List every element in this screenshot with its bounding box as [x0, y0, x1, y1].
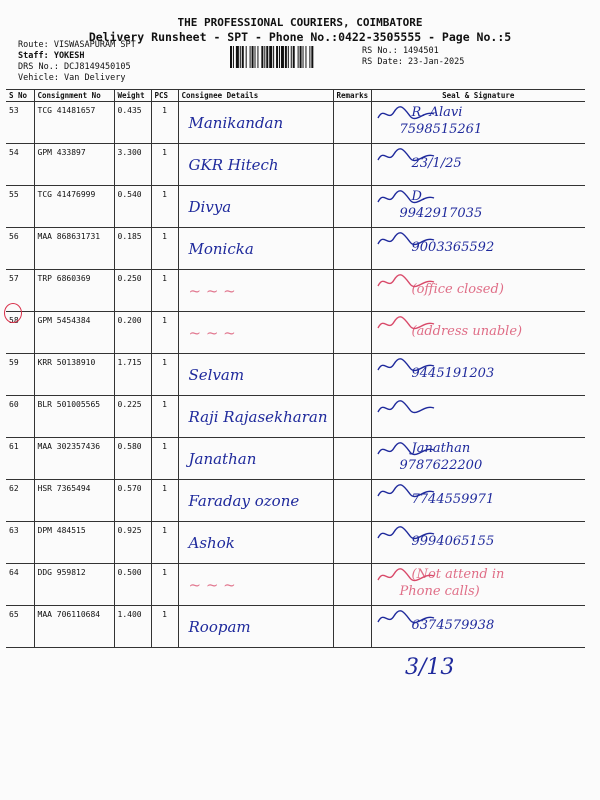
serial-number: 58	[6, 312, 34, 354]
col-remarks: Remarks	[333, 90, 371, 102]
pieces: 1	[151, 144, 178, 186]
consignee-cell	[178, 228, 333, 270]
weight: 0.185	[114, 228, 151, 270]
consignment-number: DDG 959812	[34, 564, 114, 606]
vehicle: Vehicle: Van Delivery	[18, 73, 126, 83]
table-row	[6, 522, 585, 564]
signature-text: (office closed)	[411, 282, 504, 297]
barcode-bar	[255, 46, 256, 68]
company-name: THE PROFESSIONAL COURIERS, COIMBATORE	[177, 16, 423, 29]
table-header-row	[6, 90, 585, 102]
signature-cell	[371, 186, 585, 228]
route-info	[18, 40, 136, 84]
consignee-cell	[178, 396, 333, 438]
weight: 0.570	[114, 480, 151, 522]
barcode-bar	[240, 46, 241, 68]
serial-number: 53	[6, 102, 34, 144]
remarks-cell	[333, 396, 371, 438]
consignment-number: KRR 50138910	[34, 354, 114, 396]
col-consignee: Consignee Details	[178, 90, 333, 102]
col-consignment: Consignment No	[34, 90, 114, 102]
consignment-number: GPM 433897	[34, 144, 114, 186]
remarks-cell	[333, 102, 371, 144]
signature-text: 9787622200	[399, 458, 483, 473]
pieces: 1	[151, 606, 178, 648]
barcode-bar	[303, 46, 304, 68]
serial-number: 55	[6, 186, 34, 228]
signature-cell	[371, 270, 585, 312]
consignee-cell	[178, 270, 333, 312]
barcode-bar	[252, 46, 254, 68]
consignee-handwriting: Ashok	[188, 534, 235, 552]
consignment-number: TRP 6860369	[34, 270, 114, 312]
consignee-handwriting: ~ ~ ~	[188, 282, 236, 300]
remarks-cell	[333, 144, 371, 186]
barcode-bar	[266, 46, 268, 68]
signature-cell	[371, 438, 585, 480]
consignment-number: MAA 706110684	[34, 606, 114, 648]
barcode-bar	[305, 46, 306, 68]
serial-number: 62	[6, 480, 34, 522]
signature-cell	[371, 354, 585, 396]
remarks-cell	[333, 564, 371, 606]
consignee-cell	[178, 354, 333, 396]
barcode-bar	[257, 46, 258, 68]
weight: 1.715	[114, 354, 151, 396]
remarks-cell	[333, 186, 371, 228]
consignee-handwriting: ~ ~ ~	[188, 324, 236, 342]
consignment-number: MAA 302357436	[34, 438, 114, 480]
consignment-number: BLR 501005565	[34, 396, 114, 438]
serial-number: 61	[6, 438, 34, 480]
runsheet-table	[6, 89, 585, 648]
table-row	[6, 354, 585, 396]
remarks-cell	[333, 354, 371, 396]
signature-cell	[371, 228, 585, 270]
barcode-bar	[246, 46, 247, 68]
pieces: 1	[151, 354, 178, 396]
serial-number: 63	[6, 522, 34, 564]
consignee-cell	[178, 606, 333, 648]
table-row	[6, 564, 585, 606]
consignee-cell	[178, 102, 333, 144]
serial-number: 60	[6, 396, 34, 438]
signature-cell	[371, 606, 585, 648]
barcode	[230, 46, 354, 68]
barcode-bar	[300, 46, 302, 68]
consignee-cell	[178, 564, 333, 606]
signature-text: Janathan	[411, 441, 471, 456]
table-row	[6, 186, 585, 228]
table-row	[6, 102, 585, 144]
consignee-cell	[178, 186, 333, 228]
barcode-bar	[309, 46, 310, 68]
weight: 1.400	[114, 606, 151, 648]
barcode-bar	[298, 46, 299, 68]
signature-text: 7598515261	[399, 122, 483, 137]
col-signature: Seal & Signature	[371, 90, 585, 102]
pieces: 1	[151, 522, 178, 564]
barcode-bar	[279, 46, 280, 68]
signature-cell	[371, 564, 585, 606]
remarks-cell	[333, 438, 371, 480]
signature-text: 7744559971	[411, 492, 495, 507]
signature-scribble-icon	[374, 188, 444, 208]
runsheet-info	[362, 46, 464, 68]
signature-text: 9003365592	[411, 240, 495, 255]
barcode-bar	[281, 46, 284, 68]
drs-number: DRS No.: DCJ8149450105	[18, 62, 131, 72]
barcode-bar	[261, 46, 263, 68]
signature-cell	[371, 480, 585, 522]
remarks-cell	[333, 522, 371, 564]
col-weight: Weight	[114, 90, 151, 102]
signature-text: 6374579938	[411, 618, 495, 633]
barcode-bar	[293, 46, 295, 68]
weight: 3.300	[114, 144, 151, 186]
weight: 0.540	[114, 186, 151, 228]
signature-text: Phone calls)	[399, 584, 480, 599]
serial-number: 59	[6, 354, 34, 396]
table-row	[6, 270, 585, 312]
barcode-bar	[288, 46, 289, 68]
signature-cell	[371, 102, 585, 144]
signature-text: R. Alavi	[411, 105, 463, 120]
serial-number: 57	[6, 270, 34, 312]
signature-text: (Not attend in	[411, 567, 505, 582]
table-row	[6, 480, 585, 522]
table-row	[6, 312, 585, 354]
serial-number: 54	[6, 144, 34, 186]
barcode-bar	[291, 46, 292, 68]
table-row	[6, 438, 585, 480]
barcode-bar	[233, 46, 234, 68]
barcode-bar	[264, 46, 265, 68]
col-sno: S No	[6, 90, 34, 102]
consignee-handwriting: Janathan	[188, 450, 257, 468]
staff: Staff: YOKESH	[18, 51, 85, 61]
pieces: 1	[151, 480, 178, 522]
pieces: 1	[151, 564, 178, 606]
consignee-handwriting: Roopam	[188, 618, 251, 636]
table-row	[6, 606, 585, 648]
consignment-number: GPM 5454384	[34, 312, 114, 354]
handwritten-page-count: 3/13	[405, 655, 455, 680]
remarks-cell	[333, 480, 371, 522]
consignee-handwriting: Raji Rajasekharan	[188, 408, 328, 426]
consignment-number: MAA 868631731	[34, 228, 114, 270]
weight: 0.580	[114, 438, 151, 480]
weight: 0.500	[114, 564, 151, 606]
weight: 0.435	[114, 102, 151, 144]
consignee-cell	[178, 522, 333, 564]
remarks-cell	[333, 270, 371, 312]
barcode-bar	[276, 46, 278, 68]
signature-text: 9445191203	[411, 366, 495, 381]
row-58-circle-mark	[4, 303, 22, 323]
rs-date: RS Date: 23-Jan-2025	[362, 57, 465, 67]
consignee-handwriting: Monicka	[188, 240, 254, 258]
consignment-number: TCG 41481657	[34, 102, 114, 144]
barcode-bar	[311, 46, 313, 68]
signature-cell	[371, 312, 585, 354]
consignee-handwriting: Selvam	[188, 366, 245, 384]
consignee-handwriting: Divya	[188, 198, 232, 216]
consignee-handwriting: Manikandan	[188, 114, 284, 132]
weight: 0.200	[114, 312, 151, 354]
consignee-handwriting: ~ ~ ~	[188, 576, 236, 594]
remarks-cell	[333, 312, 371, 354]
consignment-number: HSR 7365494	[34, 480, 114, 522]
col-pcs: PCS	[151, 90, 178, 102]
signature-text: 9994065155	[411, 534, 495, 549]
pieces: 1	[151, 102, 178, 144]
consignee-cell	[178, 312, 333, 354]
table-row	[6, 144, 585, 186]
table-row	[6, 228, 585, 270]
route: Route: VISWASAPURAM SPT	[18, 40, 136, 50]
signature-scribble-icon	[374, 398, 444, 418]
barcode-bar	[285, 46, 287, 68]
rs-number: RS No.: 1494501	[362, 46, 439, 56]
barcode-bar	[236, 46, 239, 68]
barcode-bar	[230, 46, 232, 68]
weight: 0.250	[114, 270, 151, 312]
serial-number: 56	[6, 228, 34, 270]
consignee-handwriting: GKR Hitech	[188, 156, 279, 174]
consignee-cell	[178, 438, 333, 480]
pieces: 1	[151, 438, 178, 480]
runsheet-title: Delivery Runsheet - SPT - Phone No.:0422-3505555 - Page No.:5	[88, 30, 512, 44]
barcode-bar	[242, 46, 244, 68]
barcode-bar	[250, 46, 251, 68]
signature-text: 23/1/25	[411, 156, 462, 171]
pieces: 1	[151, 186, 178, 228]
pieces: 1	[151, 396, 178, 438]
barcode-bar	[269, 46, 272, 68]
pieces: 1	[151, 270, 178, 312]
signature-text: 9942917035	[399, 206, 483, 221]
pieces: 1	[151, 312, 178, 354]
remarks-cell	[333, 606, 371, 648]
consignee-handwriting: Faraday ozone	[188, 492, 300, 510]
barcode-bar	[273, 46, 274, 68]
signature-cell	[371, 144, 585, 186]
consignment-number: TCG 41476999	[34, 186, 114, 228]
signature-text: (address unable)	[411, 324, 523, 339]
remarks-cell	[333, 228, 371, 270]
consignee-cell	[178, 144, 333, 186]
signature-cell	[371, 522, 585, 564]
serial-number: 64	[6, 564, 34, 606]
signature-text: D.	[411, 189, 426, 204]
serial-number: 65	[6, 606, 34, 648]
weight: 0.925	[114, 522, 151, 564]
consignment-number: DPM 484515	[34, 522, 114, 564]
signature-cell	[371, 396, 585, 438]
consignee-cell	[178, 480, 333, 522]
weight: 0.225	[114, 396, 151, 438]
pieces: 1	[151, 228, 178, 270]
table-row	[6, 396, 585, 438]
